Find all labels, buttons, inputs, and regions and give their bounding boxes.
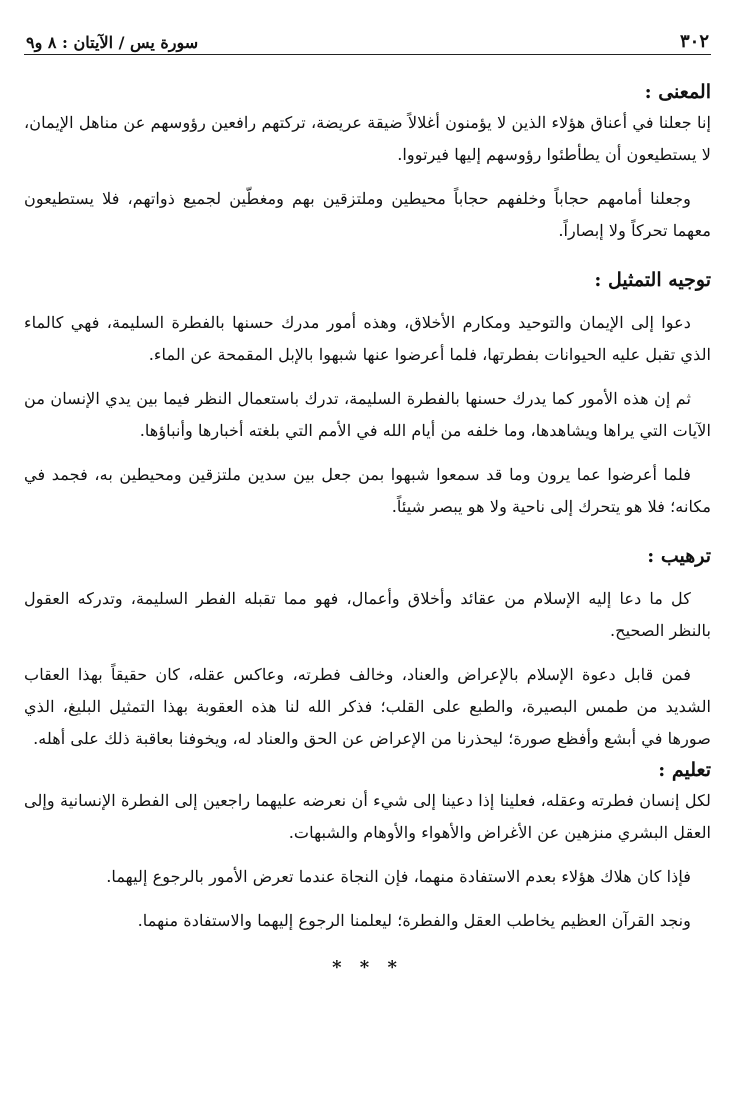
- page-number: ٣٠٢: [679, 31, 709, 52]
- paragraph: فلما أعرضوا عما يرون وما قد سمعوا شبهوا بمن جعل بين سدين ملتزقين ومحيطين به، فجمد في مكانه؛ فلا هو يتحرك إلى ناحية ولا هو يبصر شيئاً.: [24, 465, 711, 516]
- paragraph: لكل إنسان فطرته وعقله، فعلينا إذا دعينا إلى شيء أن نعرضه عليهما راجعين إلى الفطرة الإنسانية وإلى العقل البشري منزهين عن الأغراض والأهواء والأوهام والشبهات.: [24, 791, 711, 842]
- section-warning: [24, 541, 711, 755]
- paragraph: ونجد القرآن العظيم يخاطب العقل والفطرة؛ ليعلمنا الرجوع إليهما والاستفادة منهما.: [137, 911, 691, 930]
- section-teaching: [24, 755, 711, 937]
- section-separator: * * *: [332, 957, 403, 978]
- paragraph: وجعلنا أمامهم حجاباً وخلفهم حجاباً محيطين وملتزقين بهم ومغطّين لجميع ذواتهم، فلا يستطيعون معهما تحركاً ولا إبصاراً.: [24, 189, 711, 240]
- running-title: سورة يس / الآيتان : ٨ و٩: [26, 33, 199, 52]
- paragraph: فإذا كان هلاك هؤلاء بعدم الاستفادة منهما، فإن النجاة عندما تعرض الأمور بالرجوع إليهما.: [106, 867, 691, 886]
- paragraph: فمن قابل دعوة الإسلام بالإعراض والعناد، وخالف فطرته، وعاكس عقله، كان حقيقاً بهذا العقاب الشديد من طمس البصيرة، والطبع على القلب؛ فذكر الله لنا هذه العقوبة بهذا التمثيل البليغ، الذي صورها في أبشع وأفظع صورة؛ ليحذرنا من الإعراض عن الحق والعناد له، ويخوفنا بعاقبة ذلك على أهله.: [24, 665, 711, 748]
- paragraph: ثم إن هذه الأمور كما يدرك حسنها بالفطرة السليمة، تدرك باستعمال النظر فيما بين يدي الإنسان من الآيات التي يراها ويشاهدها، وما خلفه من أيام الله في الأمم التي بلغته أخبارها وأنباؤها.: [24, 389, 711, 440]
- paragraph: إنا جعلنا في أعناق هؤلاء الذين لا يؤمنون أغلالاً ضيقة عريضة، تركتهم رافعين رؤوسهم عن مناهل الإيمان، لا يستطيعون أن يطأطئوا رؤوسهم إليها فيرتووا.: [24, 113, 711, 164]
- section-title-teaching: تعليم :: [658, 759, 711, 781]
- section-title-guidance: توجيه التمثيل :: [594, 269, 711, 291]
- section-guidance: [24, 265, 711, 523]
- paragraph: دعوا إلى الإيمان والتوحيد ومكارم الأخلاق، وهذه أمور مدرك حسنها بالفطرة السليمة، فهي كالماء الذي تقبل عليه الحيوانات بفطرتها، فلما أعرضوا عنها شبهوا بالإبل المقمحة عن الماء.: [24, 313, 711, 364]
- section-title-meaning: المعنى :: [644, 81, 711, 103]
- section-meaning: [24, 77, 711, 247]
- paragraph: كل ما دعا إليه الإسلام من عقائد وأخلاق وأعمال، فهو مما تقبله الفطر السليمة، وتدركه العقول بالنظر الصحيح.: [24, 589, 711, 640]
- page: [24, 22, 711, 1093]
- page-header: [24, 22, 711, 55]
- section-title-warning: ترهيب :: [647, 545, 711, 567]
